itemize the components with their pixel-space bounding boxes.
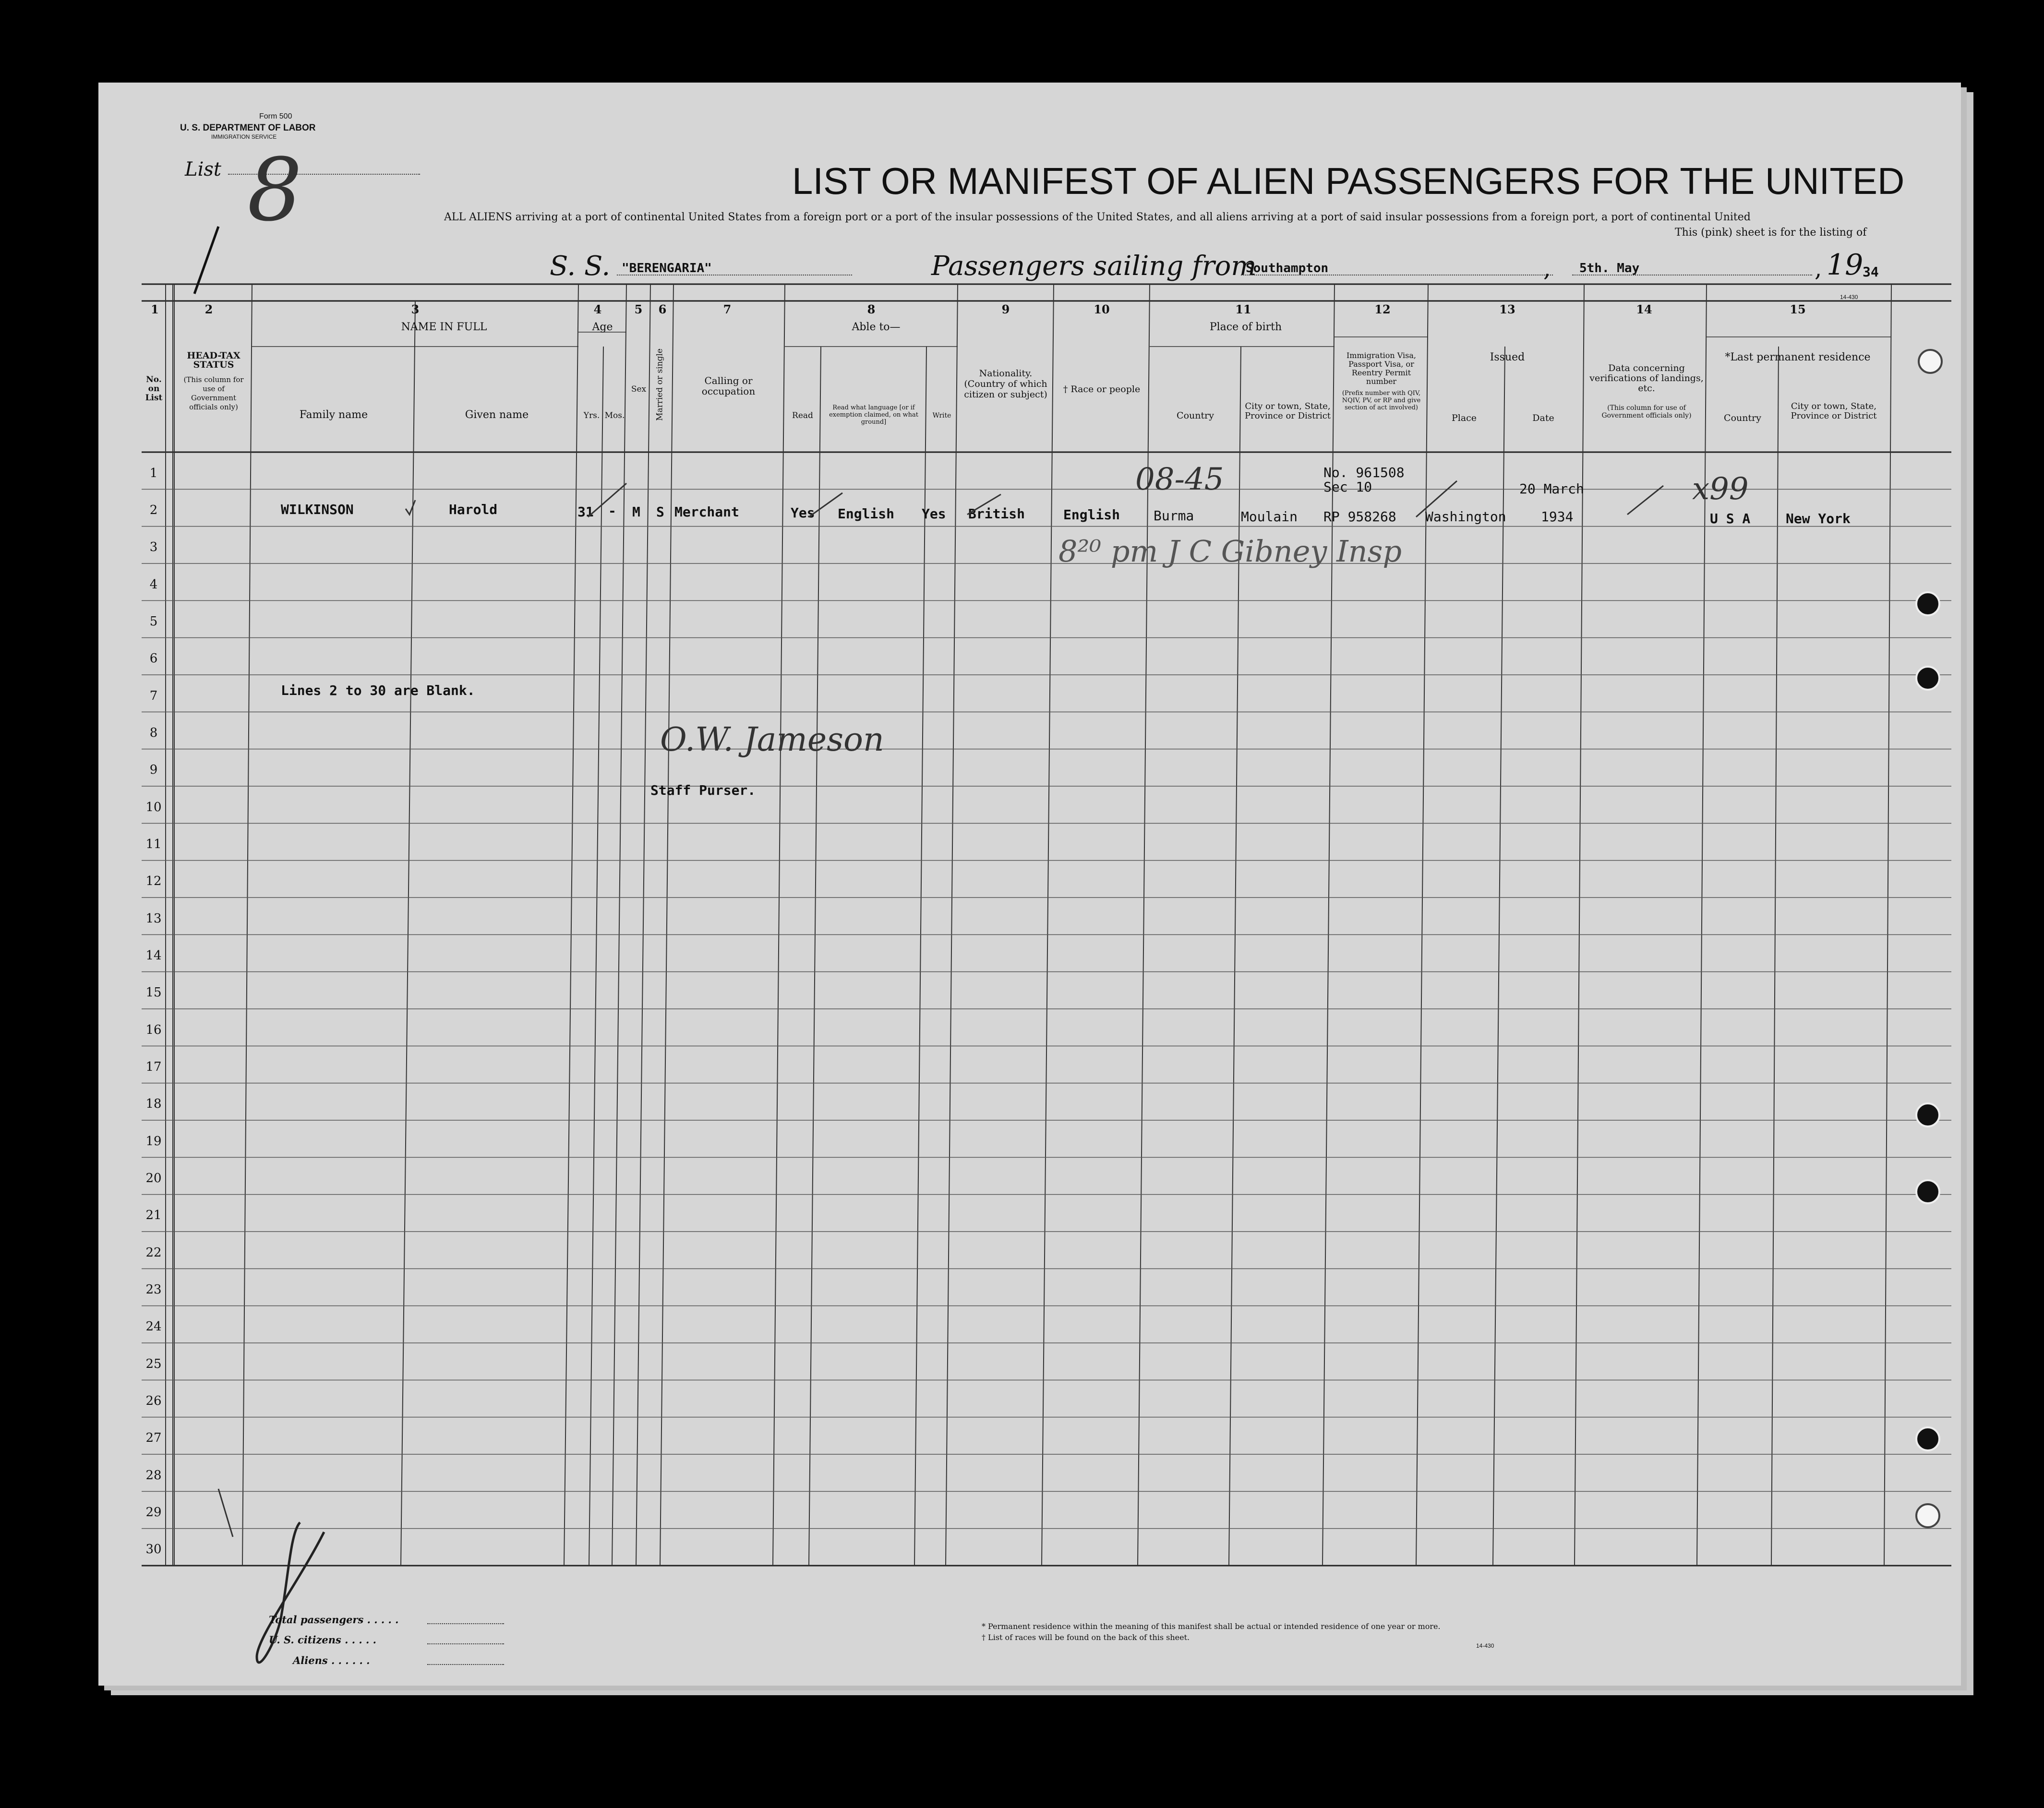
handwritten-checkmarks: [98, 83, 1961, 1686]
passenger-sex: M: [632, 504, 640, 520]
hdr-mos: Mos.: [604, 411, 625, 420]
row-number: 23: [145, 1282, 162, 1297]
hdr-family-name: Family name: [299, 409, 368, 421]
row-number: 27: [145, 1431, 162, 1446]
hdr-yrs: Yrs.: [583, 411, 600, 420]
passenger-race: English: [1063, 507, 1120, 523]
hand-code: 08-45: [1135, 462, 1224, 497]
ship-name: "BERENGARIA": [622, 261, 712, 275]
hdr-sex: Sex: [631, 384, 647, 394]
hdr-able-to: Able to—: [852, 321, 901, 333]
staff-purser: Staff Purser.: [650, 782, 756, 798]
binder-hole: [1915, 1179, 1940, 1204]
binder-hole: [1915, 1503, 1940, 1528]
row-number: 3: [149, 540, 158, 555]
binder-hole: [1915, 1102, 1940, 1127]
passenger-issued-place: Washington: [1425, 509, 1506, 525]
sailing-label: Passengers sailing from: [931, 251, 1257, 282]
col-num-11: 11: [1235, 302, 1251, 316]
footer-us-citizens: U. S. citizens . . . . .: [269, 1634, 376, 1646]
col-num-9: 9: [1001, 302, 1010, 316]
hand-x99: x99: [1692, 471, 1749, 507]
footer-note-residence: * Permanent residence within the meaning of this manifest shall be actual or intended residence of one year or more.: [982, 1622, 1441, 1631]
col-num-1: 1: [151, 302, 159, 316]
footer-code: 14-430: [1476, 1642, 1494, 1649]
col-num-7: 7: [723, 302, 732, 316]
binder-hole: [1915, 591, 1940, 616]
hdr-res-country: Country: [1724, 413, 1761, 423]
footer-note-races: † List of races will be found on the back of this sheet.: [982, 1633, 1190, 1642]
col-num-14: 14: [1636, 302, 1652, 316]
hdr-issued-date: Date: [1532, 413, 1554, 423]
hdr-race: † Race or people: [1063, 384, 1141, 395]
row-number: 25: [145, 1356, 162, 1371]
row-number: 12: [145, 874, 162, 889]
hdr-head-tax-note: (This column for use of Government officials only): [183, 375, 244, 411]
col-num-10: 10: [1094, 302, 1110, 316]
comma: ,: [1543, 255, 1551, 282]
hdr-given-name: Given name: [465, 409, 529, 421]
hdr-married: Married or single: [655, 348, 665, 421]
list-number: 8: [247, 140, 302, 240]
row-number: 16: [145, 1022, 162, 1037]
sailing-date: 5th. May: [1579, 261, 1640, 275]
form-number: Form 500: [259, 112, 292, 120]
binder-hole: [1918, 349, 1943, 374]
row-number: 9: [149, 763, 158, 778]
hdr-place-of-birth: Place of birth: [1209, 321, 1282, 333]
hdr-calling: Calling or occupation: [701, 375, 756, 397]
row-number: 7: [149, 688, 158, 703]
passenger-nationality: British: [968, 506, 1025, 522]
hdr-res-city: City or town, State, Province or District: [1791, 401, 1877, 421]
row-number: 28: [145, 1468, 162, 1483]
hdr-name-in-full: NAME IN FULL: [401, 321, 487, 333]
passenger-read: Yes: [791, 505, 815, 521]
passenger-marital: S: [656, 504, 664, 520]
row-number: 14: [145, 948, 162, 963]
row-number: 17: [145, 1059, 162, 1074]
row-number: 22: [145, 1245, 162, 1260]
list-label: List: [185, 158, 221, 180]
binder-hole: [1915, 1426, 1940, 1451]
hdr-visa-note: (Prefix number with QIV, NQIV, PV, or RP and give section of act involved): [1342, 390, 1421, 411]
blank-lines-note: Lines 2 to 30 are Blank.: [281, 682, 475, 698]
footer-aliens: Aliens . . . . . .: [293, 1654, 370, 1666]
col-num-15: 15: [1790, 302, 1806, 316]
col-num-13: 13: [1499, 302, 1515, 316]
row-number: 29: [145, 1505, 162, 1520]
passenger-language: English: [838, 506, 895, 522]
manifest-title: LIST OR MANIFEST OF ALIEN PASSENGERS FOR THE UNITED: [792, 160, 1905, 202]
hdr-head-tax: HEAD-TAX STATUS: [187, 350, 240, 370]
passenger-res-city: New York: [1786, 511, 1851, 527]
col-num-3: 3: [411, 302, 420, 316]
total-passengers-line: [427, 1623, 504, 1624]
row-number: 4: [149, 577, 158, 592]
year-prefix: 19: [1827, 248, 1864, 282]
row-number: 26: [145, 1393, 162, 1408]
year-suffix: 34: [1863, 264, 1879, 280]
hdr-nationality: Nationality. (Country of which citizen or subject): [964, 368, 1047, 400]
manifest-sheet: [98, 83, 1961, 1686]
department: U. S. DEPARTMENT OF LABOR: [180, 123, 316, 133]
passenger-age-yrs: 31: [577, 504, 594, 520]
departure-port: Southampton: [1246, 261, 1329, 275]
hdr-data-concerning: Data concerning verifications of landings, etc.: [1589, 363, 1704, 394]
hdr-no-on-list: No. on List: [145, 375, 163, 403]
us-citizens-line: [427, 1643, 504, 1644]
ss-label: S. S.: [550, 251, 611, 282]
passenger-visa-section: Sec 10: [1323, 479, 1372, 495]
row-number: 30: [145, 1542, 162, 1557]
passenger-occupation: Merchant: [674, 504, 739, 520]
footer-total-passengers: Total passengers . . . . .: [269, 1614, 399, 1626]
hdr-age: Age: [592, 321, 613, 333]
service: IMMIGRATION SERVICE: [211, 133, 277, 140]
hdr-read: Read: [792, 411, 813, 420]
col-num-12: 12: [1374, 302, 1391, 316]
instructions-line1: ALL ALIENS arriving at a port of continental United States from a foreign port or a port of the insular possessions of the United States, and all aliens arriving at a port of said insular possessions from a foreign port, a port of continental United: [444, 211, 1751, 223]
passenger-reentry-permit: RP 958268: [1323, 509, 1396, 525]
hand-inspector: 8²⁰ pm J C Gibney Insp: [1058, 534, 1402, 569]
row-number: 20: [145, 1171, 162, 1185]
row-number: 2: [149, 503, 158, 517]
passenger-birth-city: Moulain: [1241, 509, 1298, 525]
hdr-last-residence: *Last permanent residence: [1725, 351, 1871, 363]
col-num-5: 5: [634, 302, 643, 316]
passenger-given-name: Harold: [449, 502, 498, 517]
col-num-6: 6: [658, 302, 667, 316]
hdr-issued: Issued: [1490, 351, 1525, 363]
hdr-birth-country: Country: [1177, 410, 1214, 421]
hdr-visa: Immigration Visa, Passport Visa, or Reentry Permit number: [1346, 351, 1416, 386]
row-number: 13: [145, 911, 162, 926]
passenger-issued-date: 20 March: [1519, 481, 1584, 497]
binder-hole: [1915, 666, 1940, 691]
row-number: 15: [145, 985, 162, 1000]
hdr-issued-place: Place: [1451, 413, 1477, 423]
row-number: 19: [145, 1134, 162, 1149]
instructions-line2: This (pink) sheet is for the listing of: [1675, 227, 1867, 239]
row-number: 10: [145, 800, 162, 814]
col-num-2: 2: [204, 302, 213, 316]
row-number: 11: [145, 837, 162, 851]
passenger-birth-country: Burma: [1154, 508, 1194, 524]
hdr-read-language: Read what language [or if exemption claimed, on what ground]: [829, 404, 918, 426]
col-num-8: 8: [867, 302, 876, 316]
row-number: 6: [149, 651, 158, 666]
hdr-write: Write: [932, 412, 951, 419]
passenger-write: Yes: [922, 506, 946, 522]
passenger-age-mos: -: [608, 503, 616, 519]
passenger-visa-number: No. 961508: [1323, 465, 1405, 480]
row-number: 1: [149, 466, 158, 480]
form-code-top: 14-430: [1840, 294, 1858, 300]
passenger-res-country: U S A: [1710, 511, 1751, 527]
purser-signature: O.W. Jameson: [660, 721, 884, 759]
hdr-data-note: (This column for use of Government officials only): [1601, 404, 1692, 419]
row-number: 5: [149, 614, 158, 629]
passenger-issued-year: 1934: [1541, 509, 1574, 525]
row-number: 8: [149, 725, 158, 740]
row-number: 21: [145, 1208, 162, 1223]
hdr-birth-city: City or town, State, Province or District: [1244, 401, 1331, 421]
aliens-line: [427, 1664, 504, 1665]
passenger-family-name: WILKINSON: [281, 502, 354, 517]
row-number: 24: [145, 1319, 162, 1334]
col-num-4: 4: [593, 302, 602, 316]
row-number: 18: [145, 1097, 162, 1112]
comma2: ,: [1815, 255, 1822, 282]
